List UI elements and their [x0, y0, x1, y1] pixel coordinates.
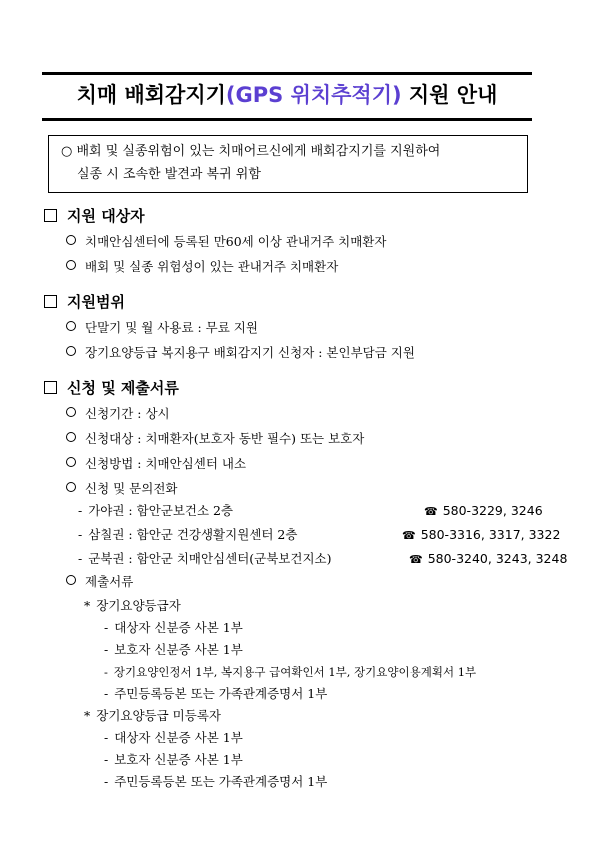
intro-line-2: 실종 시 조속한 발견과 복귀 위함 — [77, 167, 261, 182]
circle-bullet-icon — [66, 482, 76, 492]
title-accent: (GPS 위치추적기) — [225, 83, 402, 107]
doc-item: - 주민등록등본 또는 가족관계증명서 1부 — [104, 686, 328, 701]
section-heading: 지원범위 — [44, 292, 125, 312]
list-item: 신청기간 : 상시 — [66, 406, 170, 422]
list-item: 배회 및 실종 위험성이 있는 관내거주 치매환자 — [66, 259, 338, 275]
doc-item: - 주민등록등본 또는 가족관계증명서 1부 — [104, 774, 328, 789]
doc-item: - 보호자 신분증 사본 1부 — [104, 752, 243, 767]
contact-phone: ☎ 580-3240, 3243, 3248 — [409, 551, 568, 566]
doc-item: - 대상자 신분증 사본 1부 — [104, 620, 243, 635]
circle-bullet-icon — [66, 235, 76, 245]
circle-bullet-icon — [66, 575, 76, 585]
list-item: 신청 및 문의전화 — [66, 481, 177, 497]
list-item: 단말기 및 월 사용료 : 무료 지원 — [66, 320, 258, 336]
circle-bullet-icon — [66, 260, 76, 270]
circle-bullet-icon — [66, 346, 76, 356]
circle-bullet-icon — [66, 407, 76, 417]
doc-group-title: * 장기요양등급 미등록자 — [84, 708, 221, 723]
list-item: 장기요양등급 복지용구 배회감지기 신청자 : 본인부담금 지원 — [66, 345, 415, 361]
section-heading: 신청 및 제출서류 — [44, 378, 179, 398]
intro-box — [48, 135, 528, 193]
doc-item: - 장기요양인정서 1부, 복지용구 급여확인서 1부, 장기요양이용계획서 1부 — [104, 665, 477, 679]
phone-icon: ☎ — [424, 505, 438, 518]
contact-label: - 가야권 : 함안군보건소 2층 — [78, 503, 234, 518]
phone-icon: ☎ — [402, 529, 416, 542]
phone-icon: ☎ — [409, 553, 423, 566]
circle-bullet-icon — [66, 432, 76, 442]
checkbox-square-icon — [44, 381, 57, 394]
contact-phone: ☎ 580-3229, 3246 — [424, 503, 543, 518]
checkbox-square-icon — [44, 209, 57, 222]
contact-label: - 삼칠권 : 함안군 건강생활지원센터 2층 — [78, 527, 298, 542]
doc-item: - 보호자 신분증 사본 1부 — [104, 642, 243, 657]
contact-label: - 군북권 : 함안군 치매안심센터(군북보건지소) — [78, 551, 332, 566]
asterisk-bullet: * — [84, 708, 91, 723]
intro-line-1: ○ 배회 및 실종위험이 있는 치매어르신에게 배회감지기를 지원하여 — [61, 144, 441, 159]
asterisk-bullet: * — [84, 598, 91, 613]
doc-item: - 대상자 신분증 사본 1부 — [104, 730, 243, 745]
doc-group-title: * 장기요양등급자 — [84, 598, 181, 613]
circle-bullet-icon — [66, 321, 76, 331]
list-item: 신청대상 : 치매환자(보호자 동반 필수) 또는 보호자 — [66, 431, 364, 447]
list-item: 제출서류 — [66, 574, 133, 590]
circle-bullet-icon — [66, 457, 76, 467]
contact-phone: ☎ 580-3316, 3317, 3322 — [402, 527, 561, 542]
list-item: 신청방법 : 치매안심센터 내소 — [66, 456, 246, 472]
title-bottom-rule — [42, 118, 532, 121]
title-top-rule — [42, 72, 532, 75]
list-item: 치매안심센터에 등록된 만60세 이상 관내거주 치매환자 — [66, 234, 386, 250]
checkbox-square-icon — [44, 295, 57, 308]
page-title: 치매 배회감지기(GPS 위치추적기) 지원 안내 — [76, 83, 498, 107]
section-heading: 지원 대상자 — [44, 206, 145, 226]
